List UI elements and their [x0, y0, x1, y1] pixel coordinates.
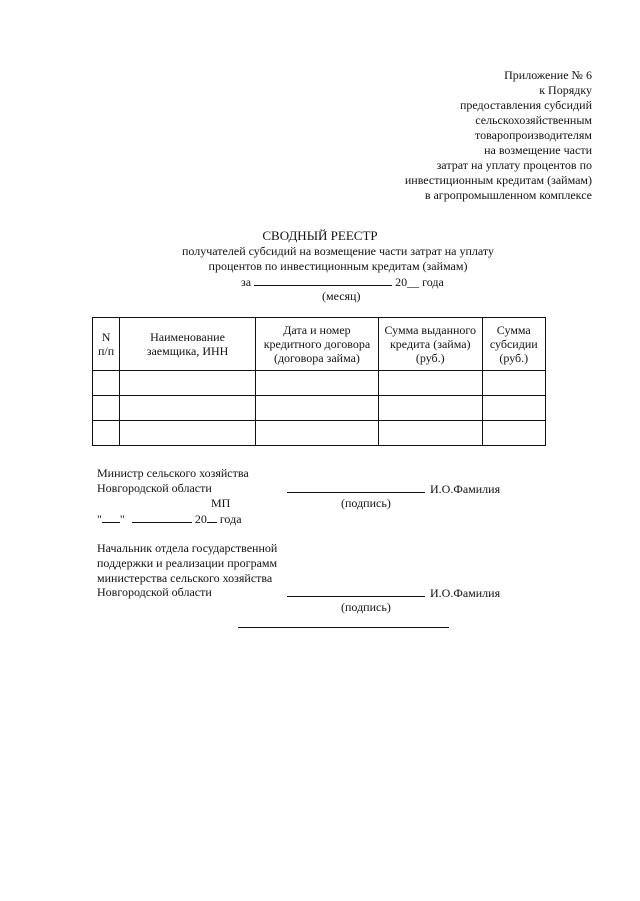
title-line-2: процентов по инвестиционным кредитам (займам) — [208, 259, 468, 273]
minister-signature-hint: (подпись) — [341, 496, 391, 510]
header-credit-amount: Сумма выданного кредита (займа) (руб.) — [379, 318, 483, 371]
table-cell[interactable] — [120, 371, 256, 396]
table-cell[interactable] — [120, 421, 256, 446]
title-line-1: получателей субсидий на возмещение части затрат на уплату — [182, 244, 494, 258]
signature-blank[interactable] — [287, 481, 425, 493]
header-contract: Дата и номер кредитного договора (договора займа) — [255, 318, 378, 371]
period-za-label: за — [241, 275, 252, 289]
minister-title-line-1: Министр сельского хозяйства — [97, 466, 249, 480]
month-blank[interactable] — [132, 511, 192, 523]
appendix-line: в агропромышленном комплексе — [424, 188, 592, 202]
minister-signature-line — [287, 481, 500, 497]
period-year-prefix: 20__ — [395, 275, 420, 289]
header-borrower: Наименование заемщика, ИНН — [120, 318, 256, 371]
year-blank[interactable] — [207, 511, 217, 523]
appendix-line: предоставления субсидий — [459, 98, 592, 112]
minister-date-line: " " 20 года — [97, 512, 242, 526]
appendix-block — [405, 68, 592, 203]
head-name: И.О.Фамилия — [430, 586, 501, 600]
appendix-line: затрат на уплату процентов по — [436, 158, 592, 172]
minister-name: И.О.Фамилия — [430, 482, 501, 496]
head-title-line-2: поддержки и реализации программ — [97, 556, 278, 570]
table-header-row — [93, 318, 546, 371]
header-subsidy-amount: Сумма субсидии (руб.) — [482, 318, 545, 371]
table-cell[interactable] — [120, 396, 256, 421]
table-cell[interactable] — [482, 396, 545, 421]
table-cell[interactable] — [255, 421, 378, 446]
appendix-line: к Порядку — [539, 83, 592, 97]
table-cell[interactable] — [255, 396, 378, 421]
head-signature-line — [287, 585, 500, 601]
signature-blank[interactable] — [287, 585, 425, 597]
day-blank[interactable] — [102, 511, 120, 523]
bottom-divider — [238, 627, 449, 628]
appendix-line: товаропроизводителям — [475, 128, 592, 142]
header-number: N п/п — [93, 318, 120, 371]
table-cell[interactable] — [93, 396, 120, 421]
date-suffix: года — [219, 512, 242, 526]
head-title-line-3: министерства сельского хозяйства — [97, 571, 273, 585]
appendix-line: на возмещение части — [484, 143, 592, 157]
table-cell[interactable] — [379, 421, 483, 446]
head-title-line-4: Новгородской области — [97, 585, 212, 599]
month-hint: (месяц) — [322, 289, 361, 303]
head-title-line-1: Начальник отдела государственной — [97, 541, 278, 555]
table-cell[interactable] — [93, 371, 120, 396]
period-year-suffix: года — [422, 275, 444, 289]
head-signature-hint: (подпись) — [341, 600, 391, 614]
month-blank — [254, 274, 392, 286]
appendix-line: Приложение № 6 — [504, 68, 592, 82]
seal-mark: МП — [211, 496, 231, 510]
table-row — [93, 371, 546, 396]
minister-title-line-2: Новгородской области — [97, 481, 212, 495]
table-cell[interactable] — [482, 371, 545, 396]
table-cell[interactable] — [93, 421, 120, 446]
table-cell[interactable] — [379, 371, 483, 396]
period-line — [241, 274, 444, 290]
table-cell[interactable] — [255, 371, 378, 396]
table-cell[interactable] — [482, 421, 545, 446]
table-row — [93, 396, 546, 421]
date-year: 20 — [194, 512, 207, 526]
appendix-line: инвестиционным кредитам (займам) — [404, 173, 592, 187]
table-cell[interactable] — [379, 396, 483, 421]
table-row — [93, 421, 546, 446]
register-table — [92, 317, 546, 446]
appendix-line: сельскохозяйственным — [475, 113, 592, 127]
document-title: СВОДНЫЙ РЕЕСТР — [262, 228, 378, 243]
